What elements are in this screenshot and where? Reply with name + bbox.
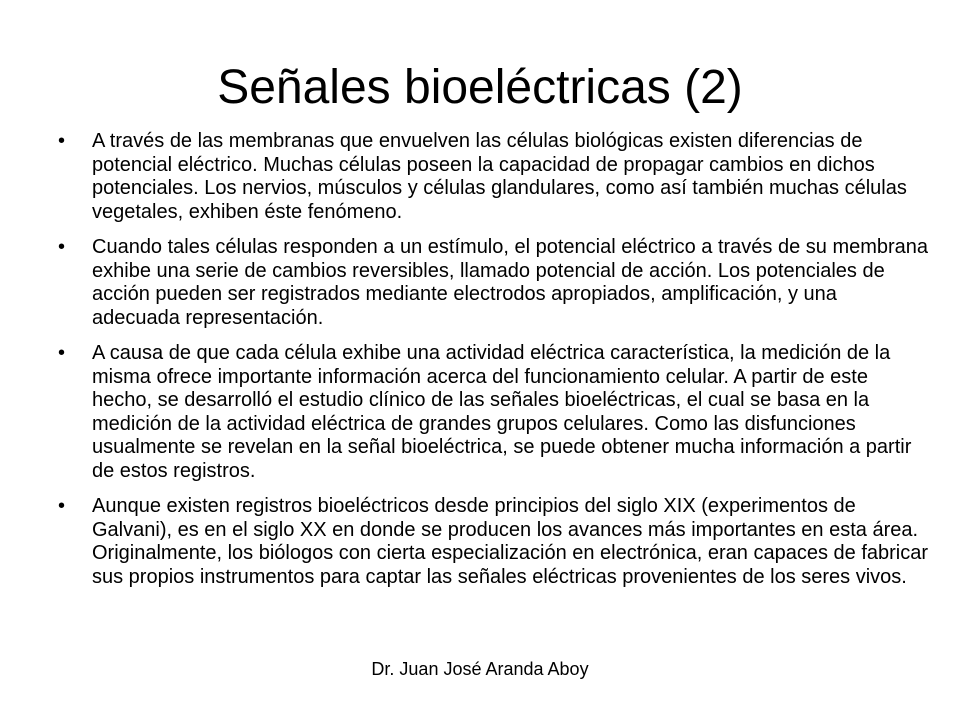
bullet-text: Aunque existen registros bioeléctricos desde principios del siglo XIX (experimentos de Galvani), es en el siglo XX en donde se producen los avances más importantes en esta área. Originalmente, los biólogos con cierta especialización en electrónica, eran capaces de fabricar sus propios instrumentos para captar las señales eléctricas provenientes de los seres vivos. <box>92 495 929 588</box>
bullet-marker: • <box>58 236 66 258</box>
bullet-item-4 <box>58 495 930 589</box>
bullet-marker: • <box>58 130 66 152</box>
bullet-item-2 <box>58 236 930 330</box>
bullet-text: A través de las membranas que envuelven las células biológicas existen diferencias de potencial eléctrico. Muchas células poseen la capacidad de propagar cambios en dichos potenciales. Los nervios, músculos y células glandulares, como así también muchas células vegetales, exhiben éste fenómeno. <box>92 130 907 223</box>
bullet-item-3 <box>58 342 930 483</box>
bullet-marker: • <box>58 495 66 517</box>
slide-title: Señales bioeléctricas (2) <box>217 61 743 114</box>
bullet-text: Cuando tales células responden a un estímulo, el potencial eléctrico a través de su membrana exhibe una serie de cambios reversibles, llamado potencial de acción. Los potenciales de acción pueden ser registrados mediante electrodos apropiados, amplificación, y una adecuada representación. <box>92 236 929 329</box>
bullet-list <box>58 130 930 601</box>
bullet-text: A causa de que cada célula exhibe una actividad eléctrica característica, la medición de la misma ofrece importante información acerca del funcionamiento celular. A partir de este hecho, se desarrolló el estudio clínico de las señales bioeléctricas, el cual se basa en la medición de la actividad eléctrica de grandes grupos celulares. Como las disfunciones usualmente se revelan en la señal bioeléctrica, se puede obtener mucha información a partir de estos registros. <box>92 342 912 482</box>
bullet-marker: • <box>58 342 66 364</box>
slide-footer: Dr. Juan José Aranda Aboy <box>371 659 589 679</box>
bullet-item-1 <box>58 130 930 224</box>
